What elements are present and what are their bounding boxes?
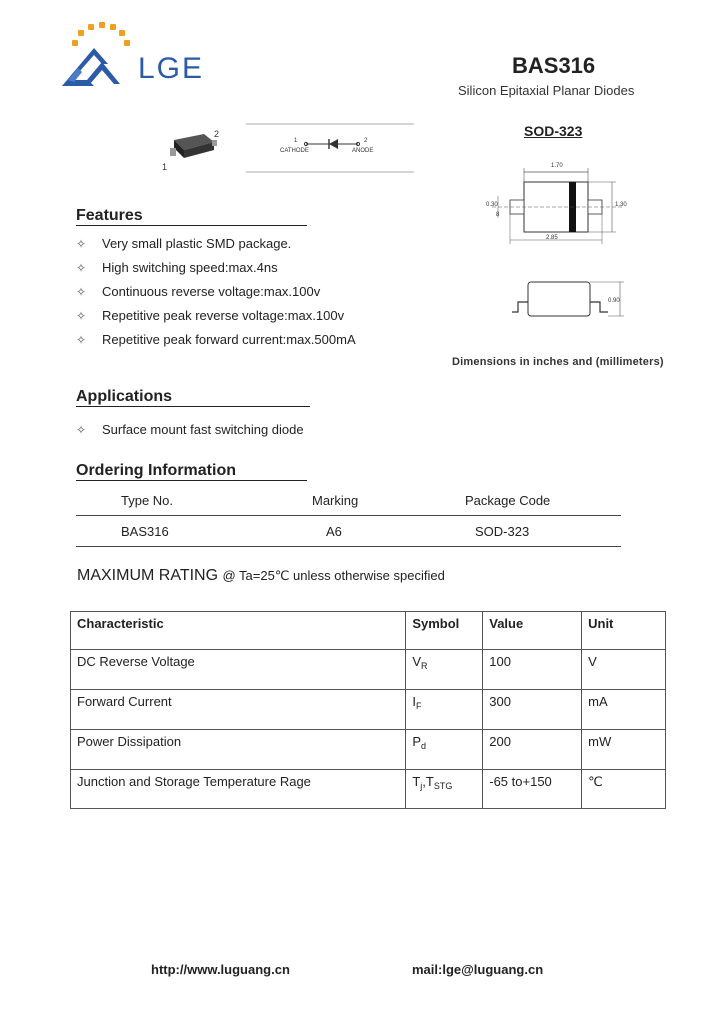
max-rating-title: MAXIMUM RATING <box>77 567 219 584</box>
package-top-view-drawing <box>484 160 634 248</box>
ordering-header-type: Type No. <box>121 493 174 508</box>
unit-cell: mW <box>582 730 666 770</box>
bullet-icon: ✧ <box>76 260 87 275</box>
symbol-cell <box>406 690 483 730</box>
characteristic-cell: Power Dissipation <box>71 730 406 770</box>
ordering-bottom-line <box>76 546 621 547</box>
symbol-main: T <box>412 774 421 789</box>
lge-logo-icon <box>58 18 138 94</box>
bullet-icon: ✧ <box>76 284 87 299</box>
characteristic-cell: Junction and Storage Temperature Rage <box>71 770 406 809</box>
bullet-icon: ✧ <box>76 332 87 347</box>
symbol-cell <box>406 730 483 770</box>
unit-cell: V <box>582 650 666 690</box>
max-rating-table <box>70 611 666 809</box>
ordering-type-value: BAS316 <box>121 524 169 539</box>
symbol-sub: d <box>420 741 426 751</box>
unit-cell: ℃ <box>582 770 666 809</box>
pin2-label: ANODE <box>352 148 374 154</box>
dim-lead-b: 8 <box>496 212 500 218</box>
dimensions-note: Dimensions in inches and (millimeters) <box>452 356 664 368</box>
symbol-sub: F <box>415 701 422 711</box>
feature-item <box>76 260 278 275</box>
table-row <box>71 730 666 770</box>
ordering-package-value: SOD-323 <box>475 524 530 539</box>
ordering-marking-value: A6 <box>326 524 342 539</box>
value-cell: 200 <box>483 730 582 770</box>
feature-text: Repetitive peak forward current:max.500mA <box>102 332 356 347</box>
max-rating-condition: @ Ta=25℃ unless otherwise specified <box>222 568 445 583</box>
table-row <box>71 690 666 730</box>
characteristic-cell: Forward Current <box>71 690 406 730</box>
bullet-icon: ✧ <box>76 308 87 323</box>
bullet-icon: ✧ <box>76 236 87 251</box>
feature-item <box>76 284 320 299</box>
dim-height: 0.90 <box>608 298 620 304</box>
table-row <box>71 770 666 809</box>
part-number: BAS316 <box>512 53 596 78</box>
pin2-number: 2 <box>364 138 368 144</box>
application-text: Surface mount fast switching diode <box>102 422 304 437</box>
value-cell: 100 <box>483 650 582 690</box>
dim-length: 1.70 <box>551 163 563 169</box>
package-pin2-number: 2 <box>214 129 220 139</box>
dim-lead: 0.30 <box>486 202 498 208</box>
ordering-divider <box>76 515 621 516</box>
symbol-main: V <box>412 654 421 669</box>
value-cell: -65 to+150 <box>483 770 582 809</box>
feature-item <box>76 236 291 251</box>
pinout-diagram <box>246 122 414 174</box>
bullet-icon: ✧ <box>76 422 87 437</box>
ordering-underline <box>76 480 307 481</box>
header-symbol: Symbol <box>406 612 483 650</box>
footer-website-link[interactable]: http://www.luguang.cn <box>151 962 290 977</box>
symbol-separator: , <box>422 774 426 789</box>
features-underline <box>76 225 307 226</box>
characteristic-cell: DC Reverse Voltage <box>71 650 406 690</box>
part-description: Silicon Epitaxial Planar Diodes <box>458 83 635 98</box>
smd-package-icon <box>160 128 222 174</box>
header-value: Value <box>483 612 582 650</box>
symbol-cell <box>406 770 483 809</box>
applications-heading: Applications <box>76 388 173 405</box>
package-pin1-number: 1 <box>162 162 168 172</box>
table-row <box>71 650 666 690</box>
ordering-header-marking: Marking <box>312 493 359 508</box>
max-rating-heading <box>77 567 445 585</box>
application-item <box>76 422 304 437</box>
value-cell: 300 <box>483 690 582 730</box>
unit-cell: mA <box>582 690 666 730</box>
symbol-sub: R <box>420 661 428 671</box>
features-heading: Features <box>76 207 143 224</box>
pin1-number: 1 <box>294 138 298 144</box>
header-unit: Unit <box>582 612 666 650</box>
dim-total: 2.85 <box>546 235 558 241</box>
ordering-header-package: Package Code <box>465 493 551 508</box>
feature-item <box>76 308 344 323</box>
feature-text: Very small plastic SMD package. <box>102 236 292 251</box>
package-name-label: SOD-323 <box>524 123 583 139</box>
symbol-cell <box>406 650 483 690</box>
brand-logo-text: LGE <box>138 52 205 85</box>
symbol-sub: j <box>420 781 423 791</box>
table-header-row <box>71 612 666 650</box>
ordering-heading: Ordering Information <box>76 462 236 479</box>
feature-item <box>76 332 356 347</box>
symbol-main: P <box>412 734 421 749</box>
feature-text: Repetitive peak reverse voltage:max.100v <box>102 308 345 323</box>
header-characteristic: Characteristic <box>71 612 406 650</box>
symbol-main: I <box>412 694 416 709</box>
dim-width: 1.30 <box>615 202 627 208</box>
symbol-main: T <box>425 774 434 789</box>
pin1-label: CATHODE <box>280 148 309 154</box>
feature-text: High switching speed:max.4ns <box>102 260 278 275</box>
symbol-sub: STG <box>433 781 453 791</box>
feature-text: Continuous reverse voltage:max.100v <box>102 284 321 299</box>
applications-underline <box>76 406 310 407</box>
footer-email-link[interactable]: mail:lge@luguang.cn <box>412 962 544 977</box>
